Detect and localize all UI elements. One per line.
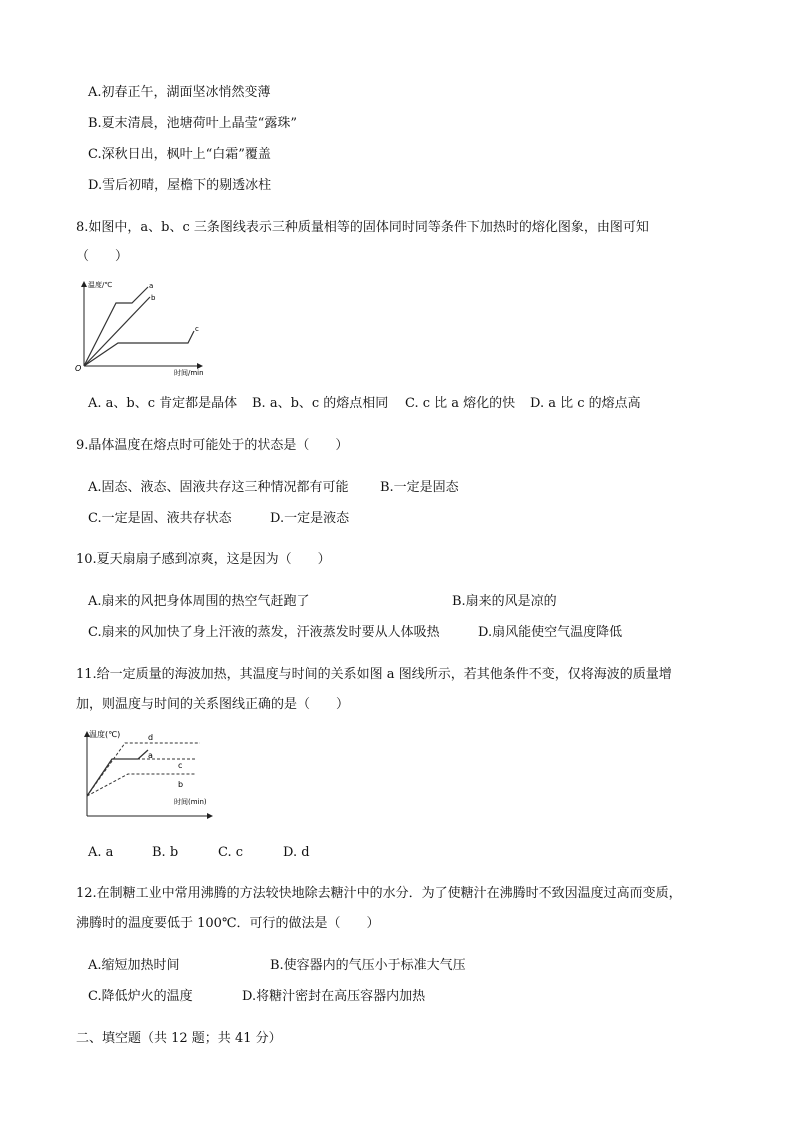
q8-melting-graph xyxy=(70,276,210,376)
q10-option-c: C.扇来的风加快了身上汗液的蒸发，汗液蒸发时要从人体吸热 xyxy=(88,625,440,640)
q12-stem-line1: 12.在制糖工业中常用沸腾的方法较快地除去糖汁中的水分．为了使糖汁在沸腾时不致因温度过高而变质， xyxy=(76,886,682,901)
q10-stem: 10.夏天扇扇子感到凉爽，这是因为（ ） xyxy=(76,552,331,567)
q7-option-b: B.夏末清晨，池塘荷叶上晶莹“露珠” xyxy=(88,116,297,131)
q12-stem-line2: 沸腾时的温度要低于 100℃．可行的做法是（ ） xyxy=(76,916,380,931)
q11-curve-label-b: b xyxy=(178,780,184,789)
q12-option-c: C.降低炉火的温度 xyxy=(88,989,193,1004)
q11-curve-label-a: a xyxy=(148,751,153,760)
q11-curve-label-d: d xyxy=(148,733,154,742)
q8-stem: 8.如图中，a、b、c 三条图线表示三种质量相等的固体同时同等条件下加热时的熔化图象，由图可知 xyxy=(76,220,649,235)
q11-option-c: C. c xyxy=(218,845,244,860)
q10-option-b: B.扇来的风是凉的 xyxy=(452,594,557,609)
q8-option-c: C. c 比 a 熔化的快 xyxy=(405,396,516,411)
q11-option-d: D. d xyxy=(283,845,310,860)
q9-option-a: A.固态、液态、固液共存这三种情况都有可能 xyxy=(88,480,349,495)
q8-curve-label-a: a xyxy=(149,282,154,290)
q10-option-d: D.扇风能使空气温度降低 xyxy=(478,625,623,640)
q8-answer-paren: （ ） xyxy=(76,249,129,264)
q8-y-label: 温度/℃ xyxy=(88,281,113,289)
q12-option-a: A.缩短加热时间 xyxy=(88,958,180,973)
q11-option-b: B. b xyxy=(152,845,179,860)
q8-option-b: B. a、b、c 的熔点相同 xyxy=(252,396,389,411)
q11-temperature-graph xyxy=(70,726,220,822)
q9-option-c: C.一定是固、液共存状态 xyxy=(88,511,232,526)
q9-option-b: B.一定是固态 xyxy=(380,480,459,495)
q11-stem-line2: 加，则温度与时间的关系图线正确的是（ ） xyxy=(76,697,350,712)
q8-curve-a xyxy=(84,287,148,366)
q10-option-a: A.扇来的风把身体周围的热空气赶跑了 xyxy=(88,594,310,609)
q8-x-label: 时间/min xyxy=(174,369,204,376)
q11-option-a: A. a xyxy=(88,845,114,860)
q11-x-label: 时间(min) xyxy=(174,798,207,806)
q7-option-d: D.雪后初晴，屋檐下的剔透冰柱 xyxy=(88,178,272,193)
q12-option-d: D.将糖汁密封在高压容器内加热 xyxy=(242,989,426,1004)
q7-option-a: A.初春正午，湖面坚冰悄然变薄 xyxy=(88,85,271,100)
q11-curve-a xyxy=(87,750,148,796)
q7-option-c: C.深秋日出，枫叶上“白霜”覆盖 xyxy=(88,147,271,162)
section-2-title: 二、填空题（共 12 题；共 41 分） xyxy=(76,1031,282,1046)
q8-curve-label-c: c xyxy=(195,325,199,333)
q8-option-d: D. a 比 c 的熔点高 xyxy=(530,396,641,411)
q11-stem-line1: 11.给一定质量的海波加热，其温度与时间的关系如图 a 图线所示，若其他条件不变，仅将海波的质量增 xyxy=(76,667,672,682)
q8-curve-b xyxy=(84,297,150,366)
q9-stem: 9.晶体温度在熔点时可能处于的状态是（ ） xyxy=(76,438,349,453)
q11-curve-label-c: c xyxy=(178,761,183,770)
q8-origin-label: O xyxy=(75,364,82,373)
q12-option-b: B.使容器内的气压小于标准大气压 xyxy=(270,958,466,973)
q9-option-d: D.一定是液态 xyxy=(270,511,350,526)
q8-curve-label-b: b xyxy=(151,294,156,302)
q11-y-label: 温度(℃) xyxy=(89,730,121,739)
q8-option-a: A. a、b、c 肯定都是晶体 xyxy=(88,396,238,411)
